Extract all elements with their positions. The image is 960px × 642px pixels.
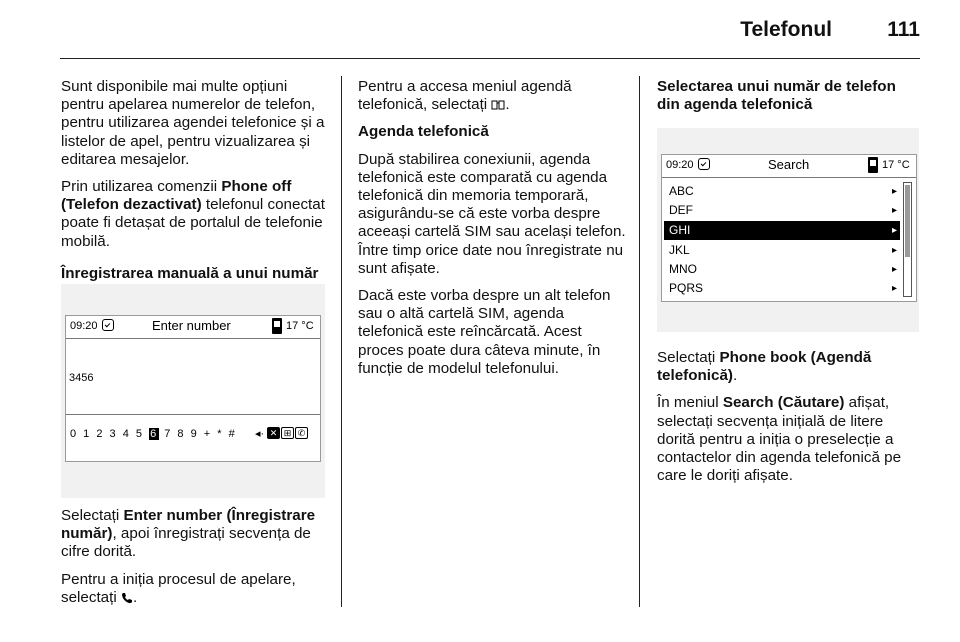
text: afișat, selectați secvența inițială de litere dorită pentru a iniția o preselecție a contactelor din agenda telefonică pe care le doriți afișate. xyxy=(657,394,902,485)
entered-number: 3456 xyxy=(69,372,94,384)
page-header xyxy=(60,18,920,42)
mobile-phone-icon xyxy=(868,157,878,173)
list-item-label: JKL xyxy=(669,243,690,257)
list-item-label: ABC xyxy=(669,184,694,198)
temperature: 17 °C xyxy=(286,320,314,332)
screenshot-enter-number xyxy=(61,284,325,498)
section-heading: Agenda telefonică xyxy=(358,123,489,141)
text: telefonul conectat poate fi detașat de portalul de telefonie mobilă. xyxy=(61,196,325,250)
column-3-lower xyxy=(657,349,921,494)
text: , apoi înregistrați secvența de cifre dorită. xyxy=(61,525,311,561)
screen-title: Search xyxy=(768,157,810,172)
paragraph xyxy=(61,507,329,562)
column-1 xyxy=(61,78,329,292)
paragraph: Dacă este vorba despre un alt telefon sau o altă cartelă SIM, agenda telefonică este reîncărcată. Acest proces poate dura câteva minute, în funcție de modelul telefonului. xyxy=(358,287,611,377)
status-bar xyxy=(662,155,916,178)
column-3 xyxy=(657,78,921,123)
screenshot-search xyxy=(657,128,919,332)
paragraph: Sunt disponibile mai multe opțiuni pentru apelarea numerelor de telefon, pentru utilizarea agendei telefonice și a listelor de apel, pentru vizualizarea și editarea mesajelor. xyxy=(61,78,325,168)
chevron-right-icon: ▸ xyxy=(891,245,897,256)
text: Pentru a iniția procesul de apelare, selectați xyxy=(61,570,296,606)
column-divider xyxy=(341,76,342,607)
clock-time: 09:20 xyxy=(666,159,694,171)
text: Prin utilizarea comenzii xyxy=(61,178,222,196)
section-heading: Înregistrarea manuală a unui număr xyxy=(61,264,319,282)
page-number: 111 xyxy=(887,18,920,41)
clock-time: 09:20 xyxy=(70,320,98,332)
paragraph: Pentru a iniția procesul de apelare, selectați . xyxy=(61,570,296,606)
phonebook-icon xyxy=(491,99,505,111)
chevron-right-icon: ▸ xyxy=(891,205,897,216)
section-title: Telefonul xyxy=(740,18,832,41)
chevron-right-icon: ▸ xyxy=(891,264,897,275)
header-rule xyxy=(60,58,920,59)
backspace-icon[interactable]: ✕ xyxy=(267,427,280,439)
call-icon[interactable]: ✆ xyxy=(295,427,308,439)
clock-icon xyxy=(102,319,114,331)
digit-keypad xyxy=(70,428,237,440)
list-item-selected[interactable] xyxy=(664,221,900,240)
handset-icon xyxy=(121,592,133,604)
text: . xyxy=(732,367,738,385)
paragraph xyxy=(657,394,921,485)
menu-term: Enter number (Înregistrare număr) xyxy=(61,507,316,543)
list-item-label: PQRS xyxy=(669,281,704,295)
mobile-phone-icon xyxy=(272,318,282,334)
text: În meniul xyxy=(657,394,723,412)
list-item[interactable] xyxy=(664,201,900,220)
text: Selectați xyxy=(61,507,124,524)
clock-icon xyxy=(698,158,710,170)
display-screen xyxy=(661,154,917,302)
list-item[interactable] xyxy=(664,241,900,260)
chevron-right-icon: ▸ xyxy=(891,283,897,294)
paragraph xyxy=(61,178,329,251)
list-item[interactable] xyxy=(664,279,900,298)
divider xyxy=(66,414,320,415)
display-screen xyxy=(65,315,321,462)
temperature: 17 °C xyxy=(882,159,910,171)
list-item-label: DEF xyxy=(669,203,693,217)
list-item[interactable] xyxy=(664,260,900,279)
keypad-icon[interactable]: ⊞ xyxy=(281,427,294,439)
status-bar xyxy=(66,316,320,339)
scrollbar[interactable] xyxy=(903,182,912,297)
scrollbar-thumb[interactable] xyxy=(905,185,910,257)
column-divider xyxy=(639,76,640,607)
speaker-icon[interactable]: ◂· xyxy=(255,428,265,440)
digit-keys[interactable]: 7 8 9 + * # xyxy=(164,428,237,440)
menu-term: Phone off (Telefon dezactivat) xyxy=(61,178,292,214)
list-item[interactable] xyxy=(664,182,900,201)
digit-keys[interactable]: 0 1 2 3 4 5 xyxy=(70,428,144,440)
paragraph: După stabilirea conexiunii, agenda telefonică este comparată cu agenda telefonică din memoria temporară, asigurându-se că este vorba despre aceeași cartelă SIM sau același telefon. Între timp orice date nou înregistrate nu sunt afișate. xyxy=(358,150,626,277)
paragraph: Pentru a accesa meniul agendă telefonică, selectați . xyxy=(358,78,572,114)
list-item-label: MNO xyxy=(669,262,697,276)
chevron-right-icon: ▸ xyxy=(891,186,897,197)
text: Pentru a accesa meniul agendă telefonică, selectați xyxy=(358,78,572,114)
chevron-right-icon: ▸ xyxy=(891,225,897,236)
text: Selectați xyxy=(657,349,720,366)
paragraph xyxy=(657,349,921,385)
section-heading: Selectarea unui număr de telefon din agenda telefonică xyxy=(657,78,896,114)
menu-term: Search (Căutare) xyxy=(722,394,845,412)
list-item-label: GHI xyxy=(669,223,691,237)
column-1-lower xyxy=(61,507,329,616)
column-2 xyxy=(358,78,628,387)
screen-title: Enter number xyxy=(152,318,231,333)
digit-key-selected[interactable]: 6 xyxy=(150,428,159,440)
menu-term: Phone book (Agendă telefonică) xyxy=(657,349,872,385)
